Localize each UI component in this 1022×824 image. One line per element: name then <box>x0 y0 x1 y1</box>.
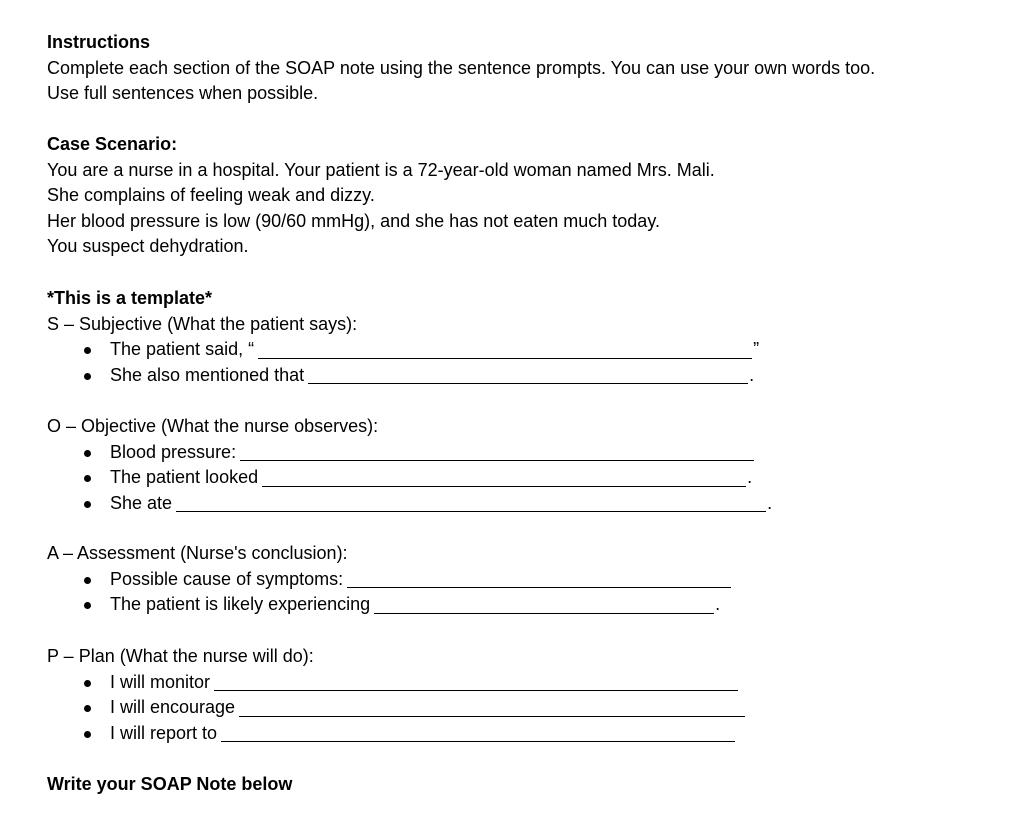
subjective-section <box>47 286 759 388</box>
plan-section <box>47 644 746 746</box>
bullet-icon <box>84 347 91 354</box>
prompt-label: The patient said, “ <box>110 339 255 360</box>
list-item <box>47 440 772 466</box>
prompt-label: She also mentioned that <box>110 364 305 385</box>
scenario-section <box>47 132 715 260</box>
instructions-heading: Instructions <box>47 32 151 52</box>
prompt-label: The patient is likely experiencing <box>110 594 371 615</box>
assessment-title: A – Assessment (Nurse's conclusion): <box>47 543 348 563</box>
scenario-line: Her blood pressure is low (90/60 mmHg), and she has not eaten much today. <box>47 210 660 231</box>
instructions-line: Use full sentences when possible. <box>47 83 319 104</box>
prompt-label: The patient looked <box>110 467 259 488</box>
scenario-line: You are a nurse in a hospital. Your patient is a 72-year-old woman named Mrs. Mali. <box>47 159 715 180</box>
answer-blank[interactable] <box>258 338 752 359</box>
scenario-line: She complains of feeling weak and dizzy. <box>47 185 375 206</box>
prompt-label: Possible cause of symptoms: <box>110 568 344 589</box>
list-item <box>47 695 746 721</box>
answer-blank[interactable] <box>308 363 748 384</box>
bullet-icon <box>84 680 91 687</box>
prompt-label: I will encourage <box>110 697 236 718</box>
footer-section <box>47 772 292 798</box>
instructions-line: Complete each section of the SOAP note using the sentence prompts. You can use your own words too. <box>47 57 876 78</box>
objective-section <box>47 414 772 516</box>
list-item <box>47 721 746 747</box>
list-item <box>47 670 746 696</box>
subjective-title: S – Subjective (What the patient says): <box>47 313 358 334</box>
answer-blank[interactable] <box>221 721 735 742</box>
prompt-tail: . <box>749 364 755 385</box>
bullet-icon <box>84 731 91 738</box>
prompt-label: Blood pressure: <box>110 441 237 462</box>
answer-blank[interactable] <box>240 440 754 461</box>
answer-blank[interactable] <box>262 466 746 487</box>
plan-title: P – Plan (What the nurse will do): <box>47 646 314 666</box>
list-item <box>47 491 772 517</box>
list-item <box>47 592 732 618</box>
answer-blank[interactable] <box>239 696 745 717</box>
list-item <box>47 567 732 593</box>
template-heading: *This is a template* <box>47 288 213 308</box>
bullet-icon <box>84 577 91 584</box>
write-soap-heading: Write your SOAP Note below <box>47 774 293 794</box>
bullet-icon <box>84 501 91 508</box>
answer-blank[interactable] <box>374 593 714 614</box>
objective-title: O – Objective (What the nurse observes): <box>47 416 379 436</box>
bullet-icon <box>84 705 91 712</box>
answer-blank[interactable] <box>176 491 766 512</box>
scenario-line: You suspect dehydration. <box>47 236 249 257</box>
prompt-label: She ate <box>110 492 173 513</box>
instructions-section <box>47 30 875 107</box>
prompt-label: I will monitor <box>110 671 211 692</box>
list-item <box>47 465 772 491</box>
prompt-label: I will report to <box>110 722 218 743</box>
list-item <box>47 363 759 389</box>
list-item <box>47 337 759 363</box>
scenario-heading: Case Scenario: <box>47 134 178 154</box>
bullet-icon <box>84 450 91 457</box>
bullet-icon <box>84 475 91 482</box>
answer-blank[interactable] <box>347 567 731 588</box>
prompt-tail: . <box>747 467 753 488</box>
prompt-tail: ” <box>753 339 760 360</box>
prompt-tail: . <box>767 492 773 513</box>
answer-blank[interactable] <box>214 670 738 691</box>
assessment-section <box>47 541 732 618</box>
bullet-icon <box>84 373 91 380</box>
prompt-tail: . <box>715 594 721 615</box>
bullet-icon <box>84 602 91 609</box>
